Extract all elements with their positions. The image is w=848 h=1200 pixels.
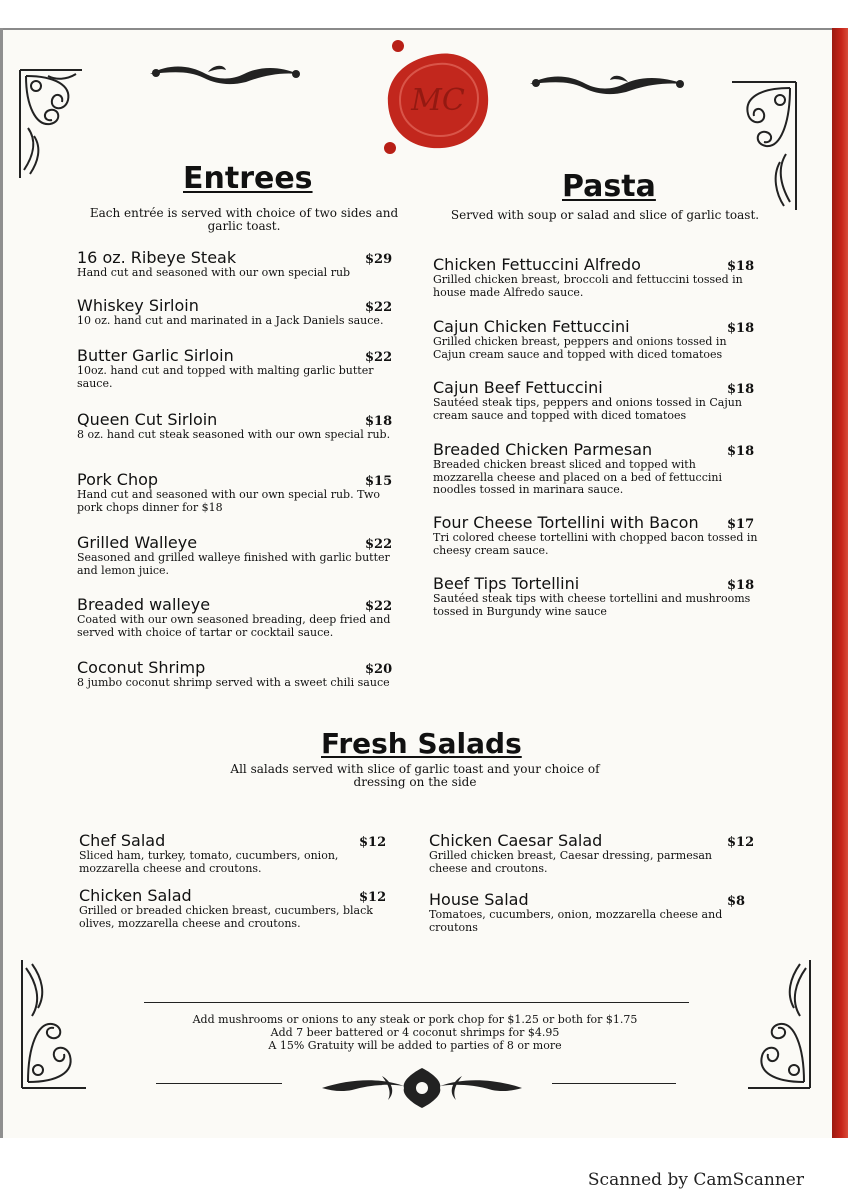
item-description: 8 oz. hand cut steak seasoned with our own special rub. — [77, 428, 391, 441]
item-description: Sliced ham, turkey, tomato, cucumbers, onion, mozzarella cheese and croutons. — [79, 849, 339, 875]
item-description: Grilled chicken breast, Caesar dressing, parmesan cheese and croutons. — [429, 849, 713, 875]
item-name: 16 oz. Ribeye Steak — [77, 248, 237, 267]
note-line-1: Add mushrooms or onions to any steak or pork chop for $1.25 or both for $1.75 — [192, 1013, 638, 1026]
pasta-item — [433, 317, 769, 361]
item-description: Tri colored cheese tortellini with chopped bacon tossed in cheesy cream sauce. — [433, 531, 758, 557]
pasta-item — [433, 513, 769, 557]
item-price: $20 — [365, 662, 393, 677]
item-description: 8 jumbo coconut shrimp served with a sweet chili sauce — [77, 676, 390, 689]
item-name: Chicken Salad — [79, 886, 192, 905]
item-description: Seasoned and grilled walleye finished with garlic butter and lemon juice. — [77, 551, 390, 577]
item-name: House Salad — [429, 890, 529, 909]
item-price: $22 — [365, 599, 393, 614]
corner-ornament-bottom-left-icon — [18, 956, 90, 1092]
flourish-top-left-icon — [148, 60, 304, 90]
item-description: Grilled chicken breast, peppers and onions tossed in Cajun cream sauce and topped with diced tomatoes — [433, 335, 727, 361]
item-name: Breaded Chicken Parmesan — [433, 440, 653, 459]
red-page-edge — [832, 28, 848, 1138]
entrees-item — [77, 533, 407, 577]
item-price: $18 — [727, 444, 755, 459]
item-name: Cajun Chicken Fettuccini — [433, 317, 630, 336]
item-price: $17 — [727, 517, 755, 532]
item-price: $22 — [365, 300, 393, 315]
note-line-2: Add 7 beer battered or 4 coconut shrimps for $4.95 — [270, 1026, 560, 1039]
item-description: 10 oz. hand cut and marinated in a Jack Daniels sauce. — [77, 314, 384, 327]
item-description: Sautéed steak tips, peppers and onions tossed in Cajun cream sauce and topped with diced tomatoes — [433, 396, 742, 422]
salads-item — [429, 890, 763, 934]
entrees-item — [77, 296, 407, 328]
item-price: $12 — [727, 835, 755, 850]
item-price: $22 — [365, 537, 393, 552]
item-description: Coated with our own seasoned breading, deep fried and served with choice of tartar or cocktail sauce. — [77, 613, 391, 639]
entrees-item — [77, 346, 407, 390]
camscanner-watermark: Scanned by CamScanner — [587, 1170, 804, 1190]
item-price: $29 — [365, 252, 393, 267]
item-description: Sautéed steak tips with cheese tortellini and mushrooms tossed in Burgundy wine sauce — [433, 592, 751, 618]
pasta-item — [433, 440, 769, 497]
item-description: Grilled or breaded chicken breast, cucumbers, black olives, mozzarella cheese and croutons. — [79, 904, 373, 930]
item-name: Beef Tips Tortellini — [433, 574, 580, 593]
note-line-3: A 15% Gratuity will be added to parties of 8 or more — [268, 1039, 562, 1052]
item-name: Breaded walleye — [77, 595, 211, 614]
entrees-item — [77, 248, 407, 280]
entrees-item — [77, 595, 407, 639]
wax-seal-logo — [380, 38, 496, 160]
pasta-item — [433, 574, 769, 618]
item-description: Breaded chicken breast sliced and topped with mozzarella cheese and placed on a bed of fettuccini noodles tossed in marinara sauce. — [433, 458, 722, 496]
entrees-item — [77, 658, 407, 690]
seal-monogram: MC — [411, 83, 465, 118]
item-name: Whiskey Sirloin — [77, 296, 199, 315]
pasta-item — [433, 255, 769, 299]
item-price: $18 — [727, 382, 755, 397]
item-price: $15 — [365, 474, 393, 489]
item-name: Pork Chop — [77, 470, 159, 489]
item-price: $12 — [359, 835, 387, 850]
corner-ornament-top-right-icon — [726, 78, 800, 214]
menu-notes — [150, 1013, 680, 1052]
pasta-heading: Pasta — [562, 169, 656, 204]
item-name: Butter Garlic Sirloin — [77, 346, 234, 365]
item-name: Cajun Beef Fettuccini — [433, 378, 603, 397]
corner-ornament-top-left-icon — [16, 66, 86, 182]
item-description: Grilled chicken breast, broccoli and fettuccini tossed in house made Alfredo sauce. — [433, 273, 743, 299]
entrees-subtitle: Each entrée is served with choice of two sides and garlic toast. — [89, 206, 399, 233]
page-left-edge — [0, 28, 3, 1138]
salads-item — [429, 831, 763, 875]
item-name: Chef Salad — [79, 831, 166, 850]
item-name: Grilled Walleye — [77, 533, 198, 552]
divider-line-top — [144, 1002, 689, 1003]
salads-item — [79, 886, 395, 930]
item-price: $12 — [359, 890, 387, 905]
item-description: Hand cut and seasoned with our own special rub — [77, 266, 351, 279]
item-price: $18 — [727, 578, 755, 593]
flourish-top-right-icon — [528, 70, 688, 100]
item-name: Chicken Caesar Salad — [429, 831, 603, 850]
divider-line-bottom-right — [552, 1083, 676, 1084]
item-price: $22 — [365, 350, 393, 365]
entrees-heading: Entrees — [183, 161, 313, 196]
item-name: Coconut Shrimp — [77, 658, 206, 677]
bottom-center-ornament-icon — [322, 1064, 522, 1112]
item-price: $18 — [727, 259, 755, 274]
salads-heading: Fresh Salads — [321, 727, 522, 760]
item-description: Hand cut and seasoned with our own special rub. Two pork chops dinner for $18 — [77, 488, 381, 514]
item-name: Four Cheese Tortellini with Bacon — [433, 513, 699, 532]
divider-line-bottom-left — [156, 1083, 282, 1084]
item-description: 10oz. hand cut and topped with malting garlic butter sauce. — [77, 364, 374, 390]
salads-item — [79, 831, 395, 875]
item-price: $18 — [365, 414, 393, 429]
salads-subtitle: All salads served with slice of garlic toast and your choice of dressing on the side — [230, 762, 600, 789]
item-name: Chicken Fettuccini Alfredo — [433, 255, 641, 274]
pasta-subtitle: Served with soup or salad and slice of garlic toast. — [450, 208, 760, 222]
pasta-item — [433, 378, 769, 422]
item-name: Queen Cut Sirloin — [77, 410, 218, 429]
item-description: Tomatoes, cucumbers, onion, mozzarella cheese and croutons — [429, 908, 723, 934]
corner-ornament-bottom-right-icon — [744, 956, 814, 1092]
entrees-item — [77, 470, 407, 514]
item-price: $18 — [727, 321, 755, 336]
entrees-item — [77, 410, 407, 442]
item-price: $8 — [727, 894, 746, 909]
